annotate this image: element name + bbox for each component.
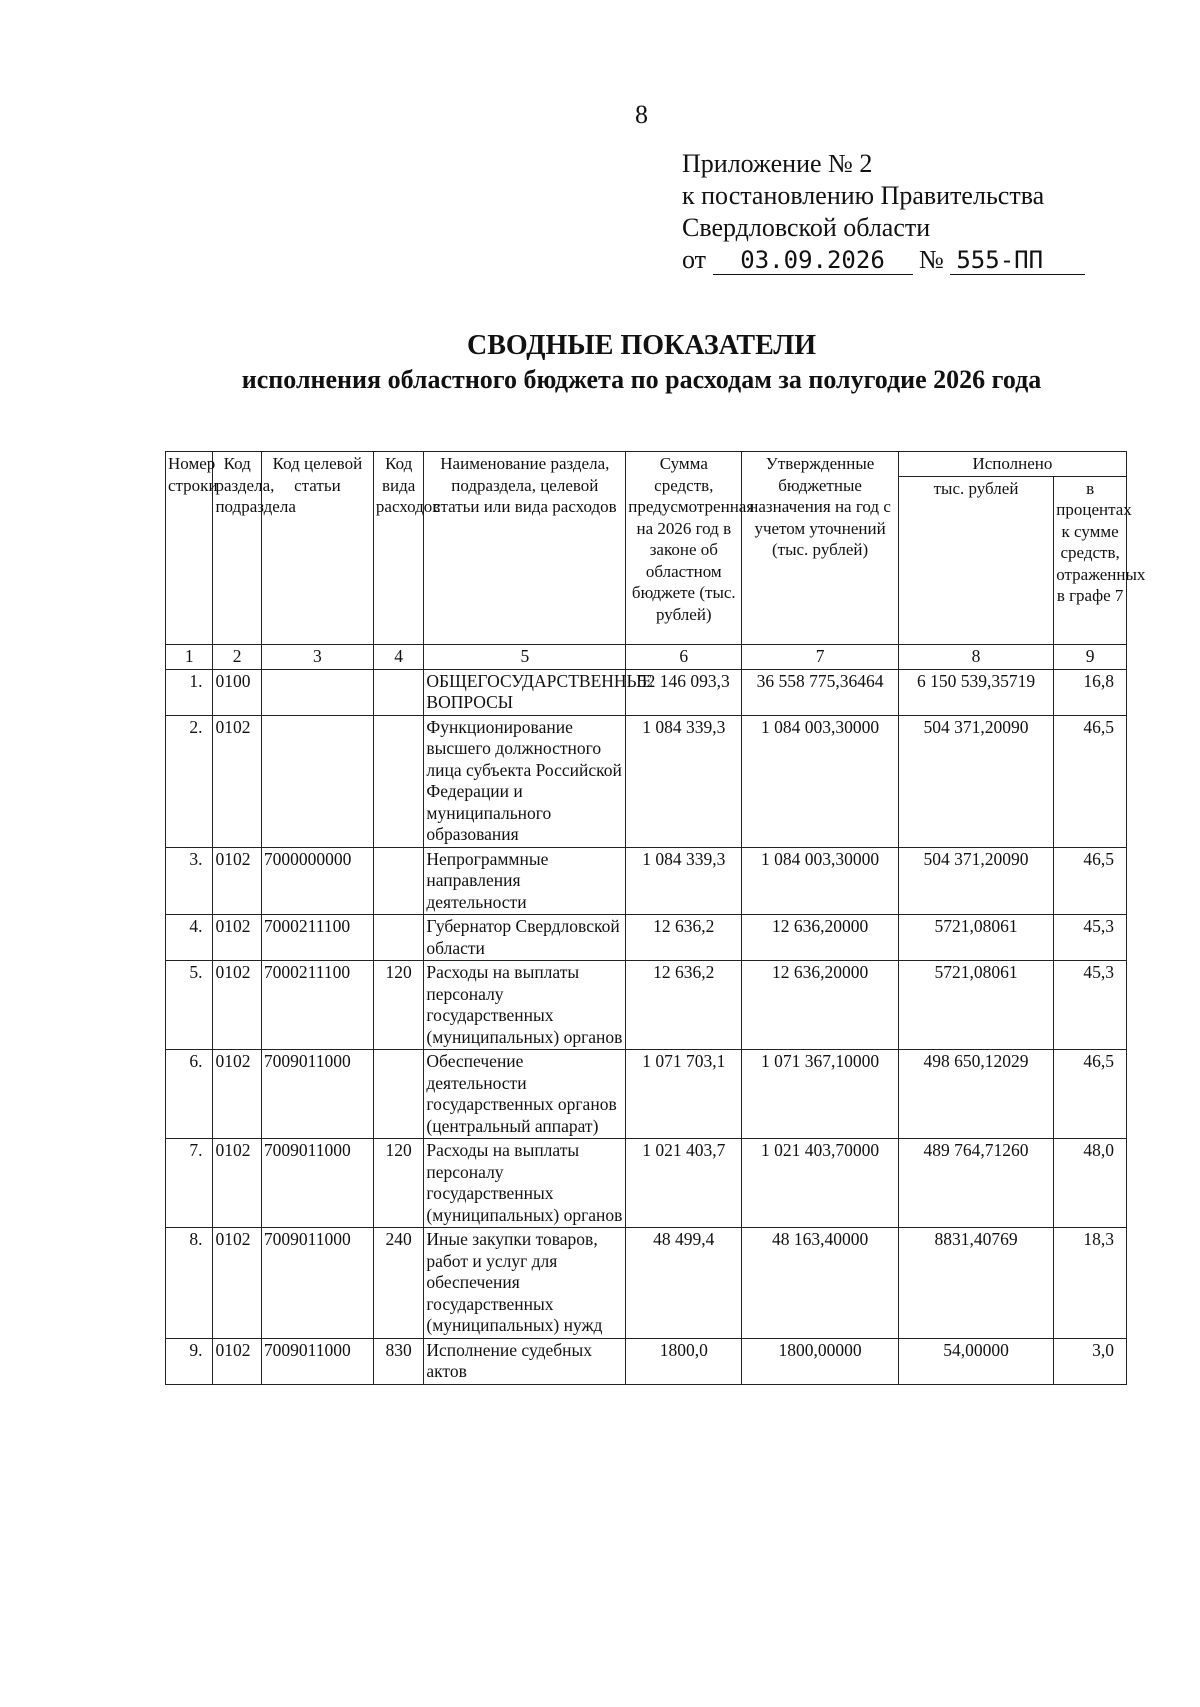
header-expense-type-code: Код вида расходов [373, 452, 423, 645]
approved-cell: 1 084 003,30000 [742, 847, 898, 915]
header-target-code: Код целевой статьи [261, 452, 373, 645]
header-name: Наименование раздела, подраздела, целевой статьи или вида расходов [424, 452, 626, 645]
column-number: 4 [373, 645, 423, 670]
planned-cell: 1 021 403,7 [626, 1139, 742, 1228]
section-code-cell: 0102 [213, 961, 261, 1050]
section-code-cell: 0102 [213, 1139, 261, 1228]
executed-cell: 5721,08061 [898, 961, 1053, 1050]
name-cell: Исполнение судебных актов [424, 1338, 626, 1384]
approved-cell: 12 636,20000 [742, 961, 898, 1050]
approved-cell: 1 084 003,30000 [742, 715, 898, 847]
name-cell: Иные закупки товаров, работ и услуг для обеспечения государственных (муниципальных) нужд [424, 1228, 626, 1339]
number-prefix: № [919, 245, 944, 274]
approved-cell: 36 558 775,36464 [742, 669, 898, 715]
approved-cell: 1800,00000 [742, 1338, 898, 1384]
annex-title: Приложение № 2 [682, 149, 873, 178]
row-number-cell: 2. [166, 715, 213, 847]
table-header-row [166, 452, 1127, 477]
annex-resolution: к постановлению Правительства [682, 181, 1045, 210]
date-prefix: от [682, 245, 707, 274]
approved-cell: 1 021 403,70000 [742, 1139, 898, 1228]
planned-cell: 12 636,2 [626, 961, 742, 1050]
target-code-cell: 7000211100 [261, 961, 373, 1050]
expense-type-cell: 240 [373, 1228, 423, 1339]
target-code-cell [261, 715, 373, 847]
target-code-cell [261, 669, 373, 715]
column-number: 2 [213, 645, 261, 670]
expense-type-cell [373, 1050, 423, 1139]
target-code-cell: 7000000000 [261, 847, 373, 915]
page-number: 8 [635, 100, 648, 129]
planned-cell: 1 084 339,3 [626, 847, 742, 915]
percent-cell: 46,5 [1054, 1050, 1127, 1139]
target-code-cell: 7009011000 [261, 1139, 373, 1228]
section-code-cell: 0100 [213, 669, 261, 715]
approved-cell: 48 163,40000 [742, 1228, 898, 1339]
percent-cell: 45,3 [1054, 961, 1127, 1050]
expense-type-cell: 830 [373, 1338, 423, 1384]
percent-cell: 48,0 [1054, 1139, 1127, 1228]
row-number-cell: 4. [166, 915, 213, 961]
column-number: 3 [261, 645, 373, 670]
name-cell: ОБЩЕГОСУДАРСТВЕННЫЕ ВОПРОСЫ [424, 669, 626, 715]
document-title: СВОДНЫЕ ПОКАЗАТЕЛИ [466, 330, 817, 361]
planned-cell: 1 071 703,1 [626, 1050, 742, 1139]
expense-type-cell [373, 669, 423, 715]
table-row [166, 1228, 1127, 1339]
executed-cell: 498 650,12029 [898, 1050, 1053, 1139]
expense-type-cell [373, 847, 423, 915]
budget-table [165, 451, 1146, 1385]
document-subtitle: исполнения областного бюджета по расходам за полугодие 2026 года [241, 365, 1042, 394]
table-row [166, 1139, 1127, 1228]
row-number-cell: 7. [166, 1139, 213, 1228]
row-number-cell: 5. [166, 961, 213, 1050]
section-code-cell: 0102 [213, 715, 261, 847]
resolution-number: 555-ПП [950, 246, 1085, 275]
percent-cell: 18,3 [1054, 1228, 1127, 1339]
name-cell: Губернатор Свердловской области [424, 915, 626, 961]
header-executed: Исполнено [898, 452, 1126, 477]
table-row [166, 915, 1127, 961]
annex-date-line [682, 244, 1085, 276]
row-number-cell: 1. [166, 669, 213, 715]
target-code-cell: 7009011000 [261, 1050, 373, 1139]
section-code-cell: 0102 [213, 1338, 261, 1384]
column-number: 7 [742, 645, 898, 670]
percent-cell: 3,0 [1054, 1338, 1127, 1384]
table-row [166, 1050, 1127, 1139]
annex-region: Свердловской области [682, 213, 931, 242]
percent-cell: 45,3 [1054, 915, 1127, 961]
annex-block [682, 148, 1085, 276]
planned-cell: 12 636,2 [626, 915, 742, 961]
table-row [166, 847, 1127, 915]
name-cell: Функционирование высшего должностного лица субъекта Российской Федерации и муниципального образования [424, 715, 626, 847]
name-cell: Расходы на выплаты персоналу государственных (муниципальных) органов [424, 1139, 626, 1228]
planned-cell: 1 084 339,3 [626, 715, 742, 847]
table-row [166, 715, 1127, 847]
planned-cell: 1800,0 [626, 1338, 742, 1384]
executed-cell: 504 371,20090 [898, 715, 1053, 847]
section-code-cell: 0102 [213, 847, 261, 915]
header-approved: Утвержденные бюджетные назначения на год с учетом уточнений (тыс. рублей) [742, 452, 898, 645]
section-code-cell: 0102 [213, 1050, 261, 1139]
approved-cell: 12 636,20000 [742, 915, 898, 961]
expense-type-cell: 120 [373, 961, 423, 1050]
planned-cell: 48 499,4 [626, 1228, 742, 1339]
expense-type-cell [373, 915, 423, 961]
name-cell: Непрограммные направления деятельности [424, 847, 626, 915]
column-number-row [166, 645, 1127, 670]
expense-type-cell [373, 715, 423, 847]
table-row [166, 669, 1127, 715]
name-cell: Расходы на выплаты персоналу государственных (муниципальных) органов [424, 961, 626, 1050]
name-cell: Обеспечение деятельности государственных органов (центральный аппарат) [424, 1050, 626, 1139]
executed-cell: 8831,40769 [898, 1228, 1053, 1339]
target-code-cell: 7009011000 [261, 1338, 373, 1384]
row-number-cell: 3. [166, 847, 213, 915]
target-code-cell: 7000211100 [261, 915, 373, 961]
resolution-date: 03.09.2026 [713, 246, 913, 275]
approved-cell: 1 071 367,10000 [742, 1050, 898, 1139]
section-code-cell: 0102 [213, 915, 261, 961]
section-code-cell: 0102 [213, 1228, 261, 1339]
percent-cell: 46,5 [1054, 847, 1127, 915]
percent-cell: 16,8 [1054, 669, 1127, 715]
header-executed-thousands: тыс. рублей [898, 476, 1053, 645]
column-number: 1 [166, 645, 213, 670]
executed-cell: 6 150 539,35719 [898, 669, 1053, 715]
column-number: 9 [1054, 645, 1127, 670]
target-code-cell: 7009011000 [261, 1228, 373, 1339]
table-row [166, 961, 1127, 1050]
header-planned: Сумма средств, предусмотренная на 2026 год в законе об областном бюджете (тыс. рублей) [626, 452, 742, 645]
row-number-cell: 8. [166, 1228, 213, 1339]
row-number-cell: 9. [166, 1338, 213, 1384]
column-number: 5 [424, 645, 626, 670]
planned-cell: 52 146 093,3 [626, 669, 742, 715]
executed-cell: 54,00000 [898, 1338, 1053, 1384]
executed-cell: 489 764,71260 [898, 1139, 1053, 1228]
executed-cell: 5721,08061 [898, 915, 1053, 961]
executed-cell: 504 371,20090 [898, 847, 1053, 915]
expense-type-cell: 120 [373, 1139, 423, 1228]
table-row [166, 1338, 1127, 1384]
column-number: 8 [898, 645, 1053, 670]
column-number: 6 [626, 645, 742, 670]
row-number-cell: 6. [166, 1050, 213, 1139]
header-row-number: Номер строки [166, 452, 213, 645]
percent-cell: 46,5 [1054, 715, 1127, 847]
header-executed-percent: в процентах к сумме средств, отраженных в графе 7 [1054, 476, 1127, 645]
header-section-code: Код раздела, подраздела [213, 452, 261, 645]
